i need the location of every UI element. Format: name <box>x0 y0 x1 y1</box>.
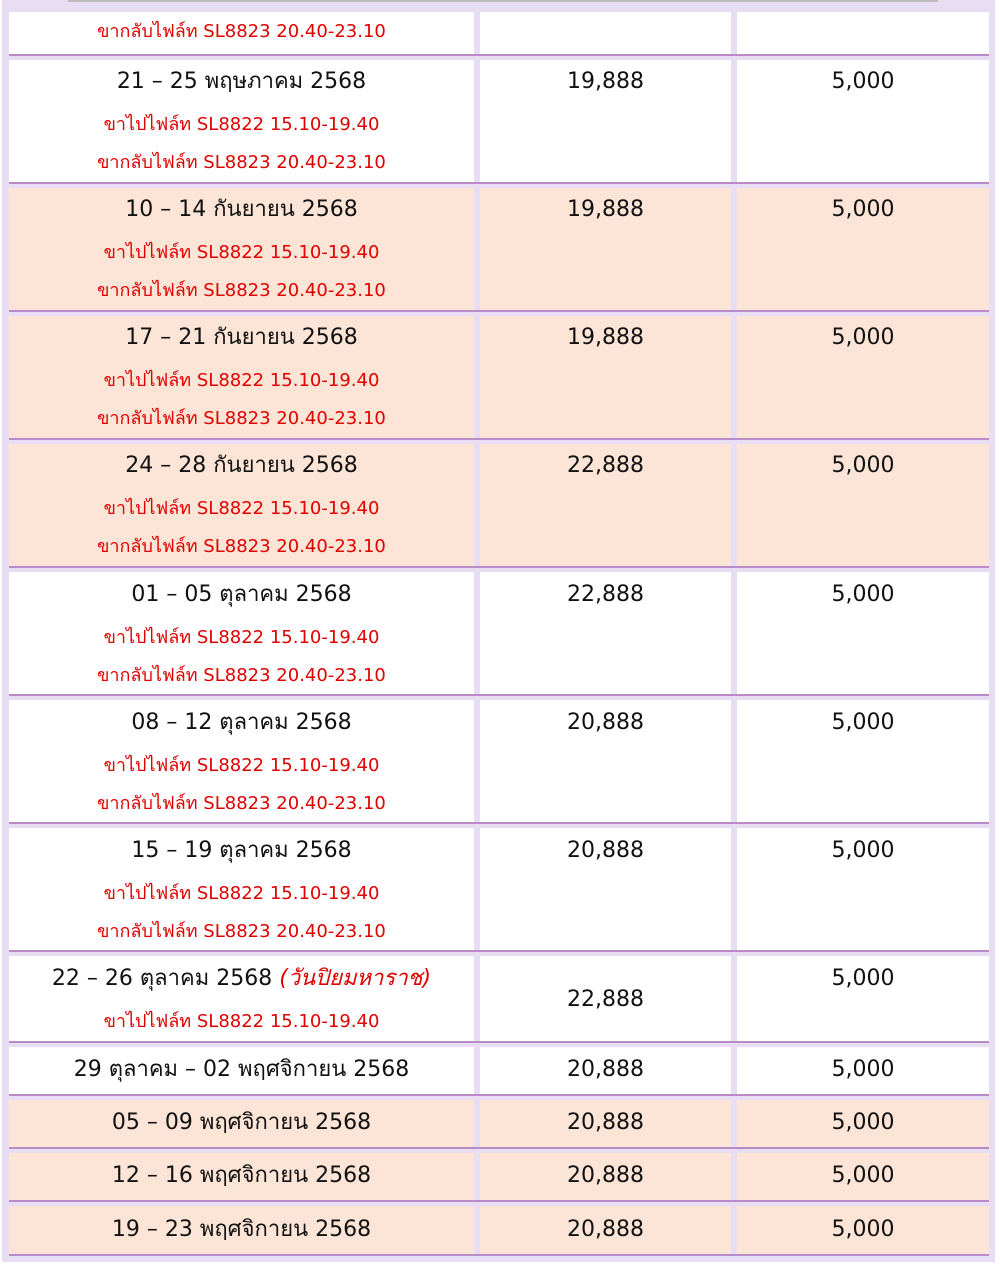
trip-dates: 17 – 21 กันยายน 2568 <box>125 325 358 350</box>
price: 20,888 <box>567 710 644 735</box>
outbound-flight: ขาไปไฟล์ท SL8822 15.10-19.40 <box>103 370 380 391</box>
date-cell <box>9 700 474 822</box>
price-cell <box>480 1153 731 1200</box>
price-cell <box>480 572 731 694</box>
table-row <box>9 1100 989 1147</box>
deposit-cell <box>737 12 989 54</box>
date-cell <box>9 444 474 566</box>
deposit: 5,000 <box>831 1217 895 1242</box>
deposit: 5,000 <box>831 453 895 478</box>
return-flight: ขากลับไฟล์ท SL8823 20.40-23.10 <box>97 152 386 173</box>
price: 22,888 <box>567 582 644 607</box>
date-cell <box>9 572 474 694</box>
price: 20,888 <box>567 838 644 863</box>
deposit-cell <box>737 572 989 694</box>
outbound-flight: ขาไปไฟล์ท SL8822 15.10-19.40 <box>103 883 380 904</box>
return-flight: ขากลับไฟล์ท SL8823 20.40-23.10 <box>97 408 386 429</box>
outbound-flight: ขาไปไฟล์ท SL8822 15.10-19.40 <box>103 114 380 135</box>
trip-dates: 15 – 19 ตุลาคม 2568 <box>131 838 352 863</box>
deposit-cell <box>737 1153 989 1200</box>
deposit-cell <box>737 60 989 182</box>
price-cell <box>480 60 731 182</box>
deposit: 5,000 <box>831 1163 895 1188</box>
trip-dates: 05 – 09 พฤศจิกายน 2568 <box>111 1110 372 1135</box>
price: 19,888 <box>567 69 644 94</box>
price: 22,888 <box>567 987 644 1012</box>
date-cell <box>9 828 474 950</box>
row-separator <box>9 566 989 568</box>
date-cell <box>9 956 474 1041</box>
date-cell <box>9 316 474 438</box>
deposit-cell <box>737 1206 989 1254</box>
return-flight: ขากลับไฟล์ท SL8823 20.40-23.10 <box>97 280 386 301</box>
price: 19,888 <box>567 197 644 222</box>
table-row <box>9 572 989 694</box>
outbound-flight: ขาไปไฟล์ท SL8822 15.10-19.40 <box>103 627 380 648</box>
row-separator <box>9 1147 989 1149</box>
price: 22,888 <box>567 453 644 478</box>
outbound-flight: ขาไปไฟล์ท SL8822 15.10-19.40 <box>103 498 380 519</box>
return-flight: ขากลับไฟล์ท SL8823 20.40-23.10 <box>97 21 386 42</box>
table-row <box>9 828 989 950</box>
row-separator <box>9 1041 989 1043</box>
table-row <box>9 188 989 310</box>
deposit: 5,000 <box>831 966 895 991</box>
return-flight: ขากลับไฟล์ท SL8823 20.40-23.10 <box>97 665 386 686</box>
price-cell <box>480 1047 731 1094</box>
table-row <box>9 1047 989 1094</box>
trip-dates-text: 22 – 26 ตุลาคม 2568 <box>51 966 273 991</box>
trip-dates: 10 – 14 กันยายน 2568 <box>125 197 358 222</box>
date-cell <box>9 1100 474 1147</box>
deposit: 5,000 <box>831 325 895 350</box>
deposit-cell <box>737 316 989 438</box>
trip-dates: 12 – 16 พฤศจิกายน 2568 <box>111 1163 372 1188</box>
row-separator <box>9 950 989 952</box>
row-separator <box>9 1200 989 1202</box>
row-separator <box>9 310 989 312</box>
date-cell <box>9 188 474 310</box>
deposit-cell <box>737 956 989 1041</box>
outbound-flight: ขาไปไฟล์ท SL8822 15.10-19.40 <box>103 1011 380 1032</box>
deposit-cell <box>737 444 989 566</box>
table-row <box>9 316 989 438</box>
table-row <box>9 444 989 566</box>
price-cell <box>480 700 731 822</box>
return-flight: ขากลับไฟล์ท SL8823 20.40-23.10 <box>97 536 386 557</box>
deposit: 5,000 <box>831 838 895 863</box>
price-cell <box>480 188 731 310</box>
holiday-note: (วันปิยมหาราช) <box>279 966 432 991</box>
trip-dates: 08 – 12 ตุลาคม 2568 <box>131 710 352 735</box>
price-cell <box>480 1100 731 1147</box>
row-separator <box>9 822 989 824</box>
deposit: 5,000 <box>831 1110 895 1135</box>
deposit-cell <box>737 188 989 310</box>
deposit-cell <box>737 1100 989 1147</box>
price-cell <box>480 316 731 438</box>
table-row <box>9 700 989 822</box>
outbound-flight: ขาไปไฟล์ท SL8822 15.10-19.40 <box>103 755 380 776</box>
row-separator <box>9 694 989 696</box>
price-cell <box>480 828 731 950</box>
trip-dates: 19 – 23 พฤศจิกายน 2568 <box>111 1217 372 1242</box>
table-row <box>9 1153 989 1200</box>
return-flight: ขากลับไฟล์ท SL8823 20.40-23.10 <box>97 793 386 814</box>
date-cell <box>9 60 474 182</box>
price-cell <box>480 1206 731 1254</box>
deposit-cell <box>737 828 989 950</box>
price: 20,888 <box>567 1057 644 1082</box>
date-cell <box>9 12 474 54</box>
date-cell <box>9 1047 474 1094</box>
trip-dates: 24 – 28 กันยายน 2568 <box>125 453 358 478</box>
return-flight: ขากลับไฟล์ท SL8823 20.40-23.10 <box>97 921 386 942</box>
row-separator <box>9 54 989 56</box>
deposit: 5,000 <box>831 710 895 735</box>
deposit: 5,000 <box>831 582 895 607</box>
price-cell <box>480 956 731 1041</box>
trip-dates <box>9 965 474 993</box>
deposit: 5,000 <box>831 1057 895 1082</box>
top-rule <box>68 0 938 2</box>
outbound-flight: ขาไปไฟล์ท SL8822 15.10-19.40 <box>103 242 380 263</box>
table-row <box>9 60 989 182</box>
price: 20,888 <box>567 1163 644 1188</box>
table-row <box>9 1206 989 1254</box>
deposit: 5,000 <box>831 197 895 222</box>
table-row <box>9 12 989 54</box>
row-separator <box>9 1254 989 1256</box>
price: 20,888 <box>567 1110 644 1135</box>
deposit-cell <box>737 1047 989 1094</box>
date-cell <box>9 1153 474 1200</box>
deposit-cell <box>737 700 989 822</box>
date-cell <box>9 1206 474 1254</box>
trip-dates: 01 – 05 ตุลาคม 2568 <box>131 582 352 607</box>
row-separator <box>9 1094 989 1096</box>
trip-dates: 29 ตุลาคม – 02 พฤศจิกายน 2568 <box>73 1057 410 1082</box>
row-separator <box>9 438 989 440</box>
price-cell <box>480 444 731 566</box>
price-cell <box>480 12 731 54</box>
trip-dates: 21 – 25 พฤษภาคม 2568 <box>116 69 367 94</box>
price: 19,888 <box>567 325 644 350</box>
price: 20,888 <box>567 1217 644 1242</box>
table-row <box>9 956 989 1041</box>
row-separator <box>9 182 989 184</box>
deposit: 5,000 <box>831 69 895 94</box>
